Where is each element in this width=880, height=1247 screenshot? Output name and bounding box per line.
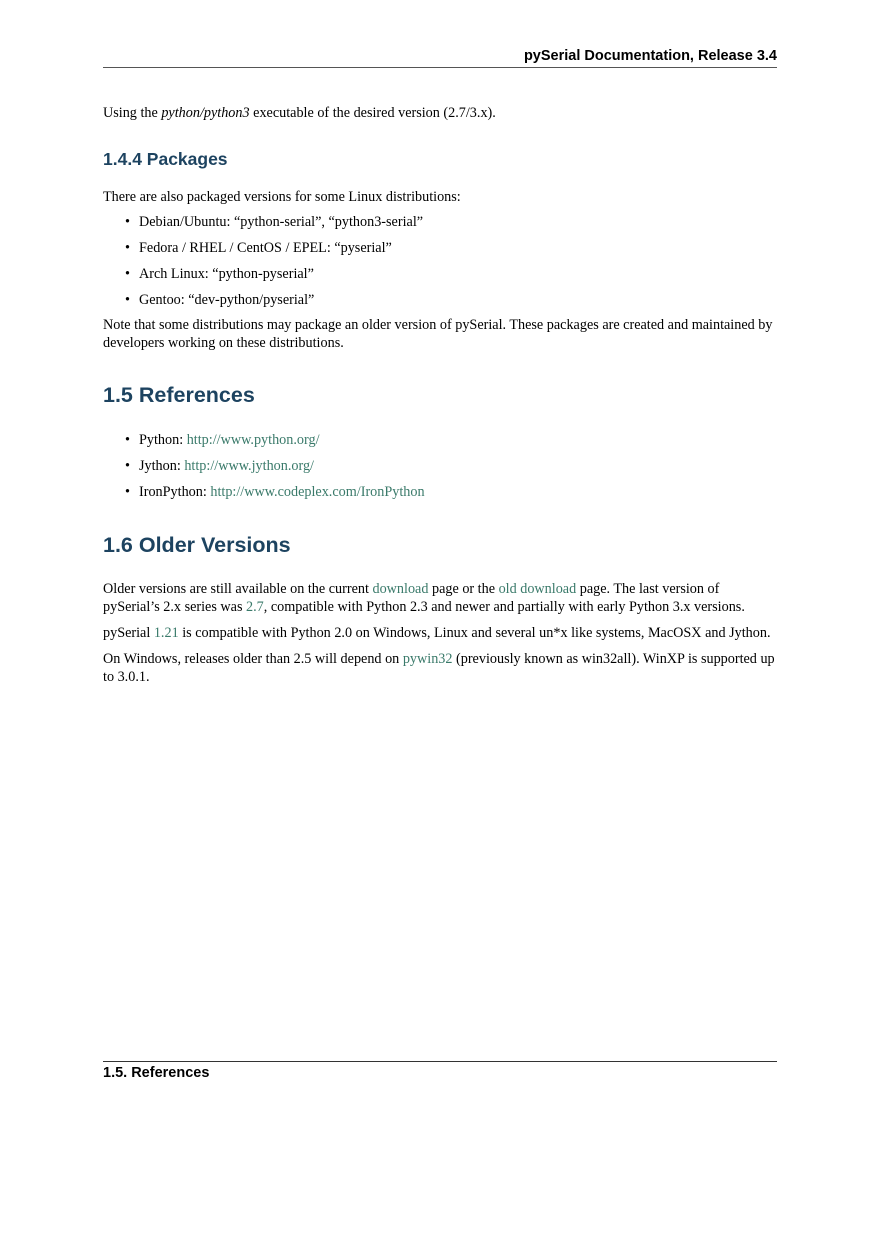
- old-download-link[interactable]: old download: [498, 581, 577, 597]
- list-item-text: Debian/Ubuntu: “python-serial”, “python3-serial”: [139, 214, 424, 230]
- intro-text-pre: Using the: [103, 105, 162, 121]
- bullet-icon: •: [125, 214, 130, 230]
- list-item: [125, 239, 775, 257]
- intro-text-post: executable of the desired version (2.7/3.x).: [249, 105, 496, 121]
- pywin32-link[interactable]: pywin32: [402, 651, 453, 667]
- document-page: [103, 0, 777, 1247]
- bullet-icon: •: [125, 292, 130, 308]
- packages-lead: There are also packaged versions for some Linux distributions:: [103, 189, 461, 205]
- footer-rule: [103, 1061, 777, 1062]
- list-item-text: Fedora / RHEL / CentOS / EPEL: “pyserial”: [139, 240, 392, 256]
- older-text-b: is compatible with Python 2.0 on Windows, Linux and several un*x like systems, MacOSX and Jython.: [178, 625, 771, 641]
- older-text-a: pySerial: [103, 625, 154, 641]
- older-text-a: Older versions are still available on the current: [103, 581, 373, 597]
- section-heading-packages: 1.4.4 Packages: [103, 149, 228, 169]
- section-heading-older-versions: 1.6 Older Versions: [103, 533, 291, 557]
- reference-item-ironpython: [125, 483, 775, 501]
- older-text-c: page. The last version of pySerial’s 2.x series was: [103, 581, 720, 615]
- python-link[interactable]: http://www.python.org/: [186, 432, 320, 448]
- older-text-b: page or the: [428, 581, 499, 597]
- list-item: [125, 213, 775, 231]
- bullet-icon: •: [125, 240, 130, 256]
- reference-label: Jython:: [139, 458, 185, 474]
- older-paragraph-1: [103, 580, 777, 616]
- list-item-text: Arch Linux: “python-pyserial”: [139, 266, 314, 282]
- bullet-icon: •: [125, 432, 130, 448]
- version-1-21-link[interactable]: 1.21: [153, 625, 179, 641]
- bullet-icon: •: [125, 458, 130, 474]
- download-link[interactable]: download: [372, 581, 429, 597]
- section-heading-references: 1.5 References: [103, 383, 255, 407]
- older-paragraph-3: [103, 650, 777, 686]
- packages-note: Note that some distributions may package an older version of pySerial. These packages are created and maintained by developers working on these distributions.: [103, 317, 773, 351]
- older-paragraph-2: [103, 624, 777, 642]
- reference-label: IronPython:: [139, 484, 211, 500]
- list-item: [125, 291, 775, 309]
- reference-item-jython: [125, 457, 775, 475]
- list-item-text: Gentoo: “dev-python/pyserial”: [139, 292, 315, 308]
- running-header: pySerial Documentation, Release 3.4: [523, 48, 777, 64]
- ironpython-link[interactable]: http://www.codeplex.com/IronPython: [210, 484, 425, 500]
- version-2-7-link[interactable]: 2.7: [246, 599, 264, 615]
- list-item: [125, 265, 775, 283]
- older-text-a: On Windows, releases older than 2.5 will depend on: [103, 651, 403, 667]
- older-text-b: (previously known as win32all). WinXP is supported up to 3.0.1.: [103, 651, 775, 685]
- bullet-icon: •: [125, 266, 130, 282]
- reference-item-python: [125, 431, 775, 449]
- header-rule: [103, 67, 777, 68]
- reference-label: Python:: [139, 432, 187, 448]
- intro-paragraph: [103, 104, 777, 122]
- jython-link[interactable]: http://www.jython.org/: [184, 458, 314, 474]
- running-footer: 1.5. References: [103, 1065, 210, 1081]
- intro-executable: python/python3: [161, 105, 250, 121]
- bullet-icon: •: [125, 484, 130, 500]
- older-text-d: , compatible with Python 2.3 and newer and partially with early Python 3.x versions.: [263, 599, 745, 615]
